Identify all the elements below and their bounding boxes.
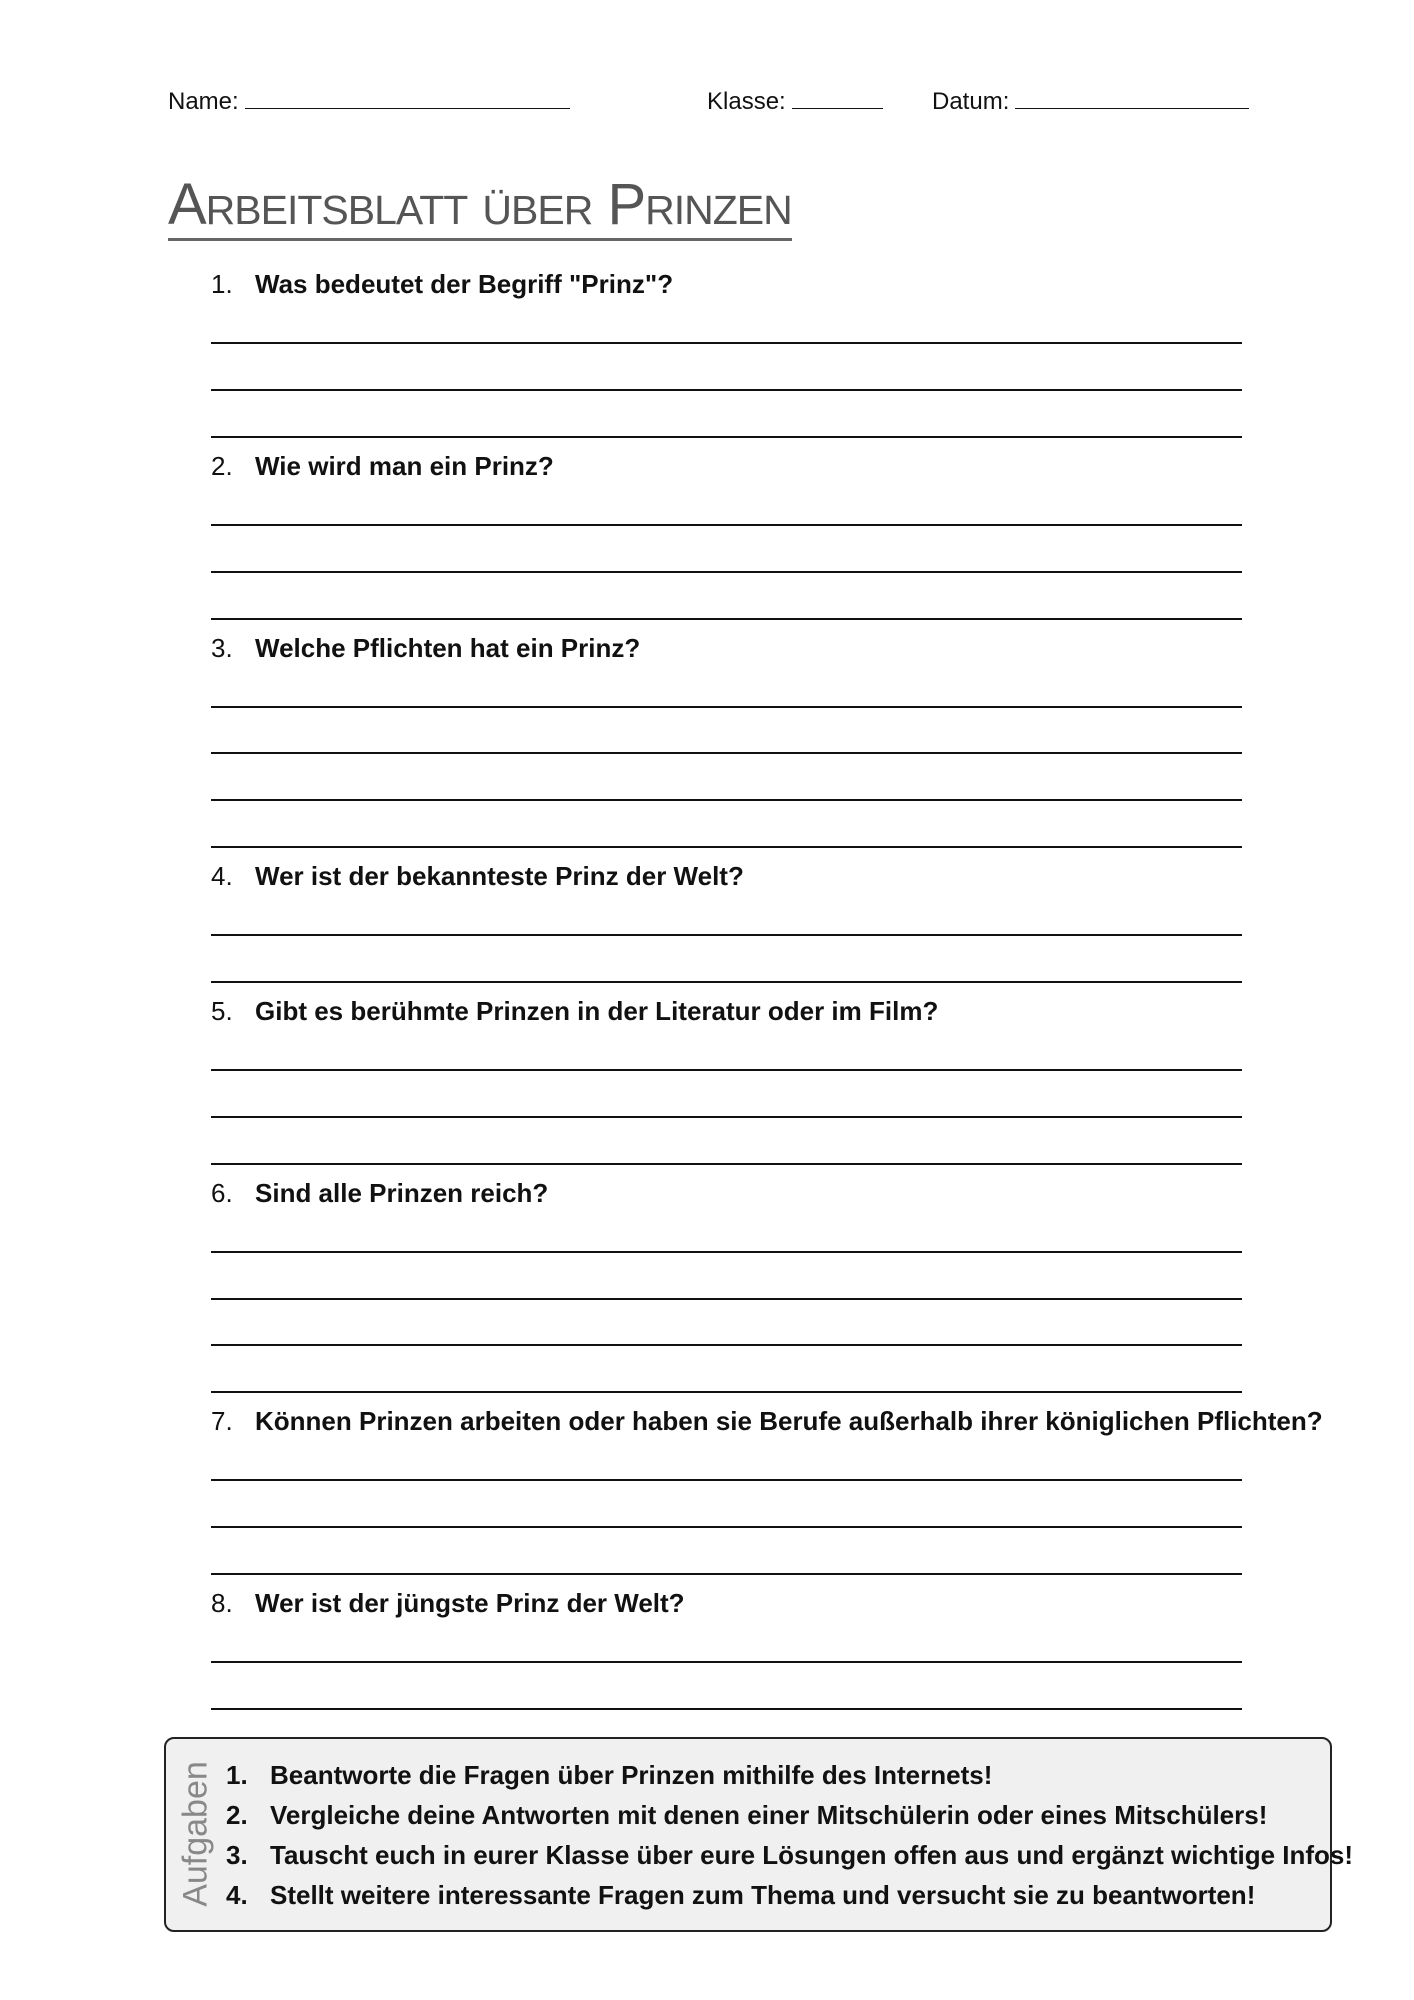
- task-text: Beantworte die Fragen über Prinzen mithilfe des Internets!: [270, 1760, 993, 1790]
- question-5: [211, 996, 938, 1027]
- answer-line[interactable]: [211, 342, 1242, 344]
- date-field: [932, 86, 1249, 116]
- answer-line[interactable]: [211, 618, 1242, 620]
- question-number: 1.: [211, 269, 233, 299]
- date-label: Datum:: [932, 88, 1010, 115]
- answer-line[interactable]: [211, 1526, 1242, 1528]
- answer-line[interactable]: [211, 981, 1242, 983]
- task-item-1: [226, 1760, 992, 1791]
- answer-line[interactable]: [211, 1116, 1242, 1118]
- task-item-2: [226, 1800, 1267, 1831]
- class-field: [707, 86, 883, 116]
- question-7: [211, 1406, 1323, 1437]
- answer-line[interactable]: [211, 706, 1242, 708]
- question-text: Wer ist der bekannteste Prinz der Welt?: [255, 861, 744, 891]
- answer-line[interactable]: [211, 1573, 1242, 1575]
- task-item-3: [226, 1840, 1353, 1871]
- answer-line[interactable]: [211, 1708, 1242, 1710]
- question-number: 8.: [211, 1588, 233, 1618]
- answer-line[interactable]: [211, 934, 1242, 936]
- question-text: Was bedeutet der Begriff "Prinz"?: [255, 269, 674, 299]
- answer-line[interactable]: [211, 524, 1242, 526]
- task-number: 4.: [226, 1880, 248, 1910]
- name-label: Name:: [168, 88, 239, 115]
- answer-line[interactable]: [211, 1069, 1242, 1071]
- question-3: [211, 633, 640, 664]
- answer-line[interactable]: [211, 1163, 1242, 1165]
- answer-line[interactable]: [211, 846, 1242, 848]
- class-blank[interactable]: [792, 86, 883, 109]
- question-number: 3.: [211, 633, 233, 663]
- answer-line[interactable]: [211, 799, 1242, 801]
- question-number: 4.: [211, 861, 233, 891]
- task-text: Stellt weitere interessante Fragen zum Thema und versucht sie zu beantworten!: [270, 1880, 1256, 1910]
- question-text: Wer ist der jüngste Prinz der Welt?: [255, 1588, 685, 1618]
- tasks-label: Aufgaben: [176, 1761, 215, 1907]
- answer-line[interactable]: [211, 571, 1242, 573]
- task-number: 2.: [226, 1800, 248, 1830]
- question-8: [211, 1588, 685, 1619]
- name-blank[interactable]: [245, 86, 570, 109]
- question-6: [211, 1178, 548, 1209]
- answer-line[interactable]: [211, 1479, 1242, 1481]
- question-number: 5.: [211, 996, 233, 1026]
- answer-line[interactable]: [211, 752, 1242, 754]
- answer-line[interactable]: [211, 1251, 1242, 1253]
- question-number: 6.: [211, 1178, 233, 1208]
- answer-line[interactable]: [211, 436, 1242, 438]
- question-text: Welche Pflichten hat ein Prinz?: [255, 633, 641, 663]
- question-text: Sind alle Prinzen reich?: [255, 1178, 549, 1208]
- answer-line[interactable]: [211, 1661, 1242, 1663]
- task-number: 1.: [226, 1760, 248, 1790]
- date-blank[interactable]: [1015, 86, 1249, 109]
- question-number: 2.: [211, 451, 233, 481]
- answer-line[interactable]: [211, 1391, 1242, 1393]
- task-item-4: [226, 1880, 1255, 1911]
- class-label: Klasse:: [707, 88, 786, 115]
- question-text: Können Prinzen arbeiten oder haben sie Berufe außerhalb ihrer königlichen Pflichten?: [255, 1406, 1323, 1436]
- question-text: Gibt es berühmte Prinzen in der Literatur oder im Film?: [255, 996, 939, 1026]
- task-text: Tauscht euch in eurer Klasse über eure Lösungen offen aus und ergänzt wichtige Infos!: [270, 1840, 1354, 1870]
- answer-line[interactable]: [211, 1344, 1242, 1346]
- answer-line[interactable]: [211, 1298, 1242, 1300]
- question-1: [211, 269, 673, 300]
- question-4: [211, 861, 744, 892]
- question-2: [211, 451, 554, 482]
- name-field: [168, 86, 570, 116]
- worksheet-header: [168, 86, 1268, 120]
- page-title: Arbeitsblatt über Prinzen: [168, 176, 792, 241]
- task-text: Vergleiche deine Antworten mit denen einer Mitschülerin oder eines Mitschülers!: [270, 1800, 1268, 1830]
- task-number: 3.: [226, 1840, 248, 1870]
- answer-line[interactable]: [211, 389, 1242, 391]
- question-number: 7.: [211, 1406, 233, 1436]
- question-text: Wie wird man ein Prinz?: [255, 451, 554, 481]
